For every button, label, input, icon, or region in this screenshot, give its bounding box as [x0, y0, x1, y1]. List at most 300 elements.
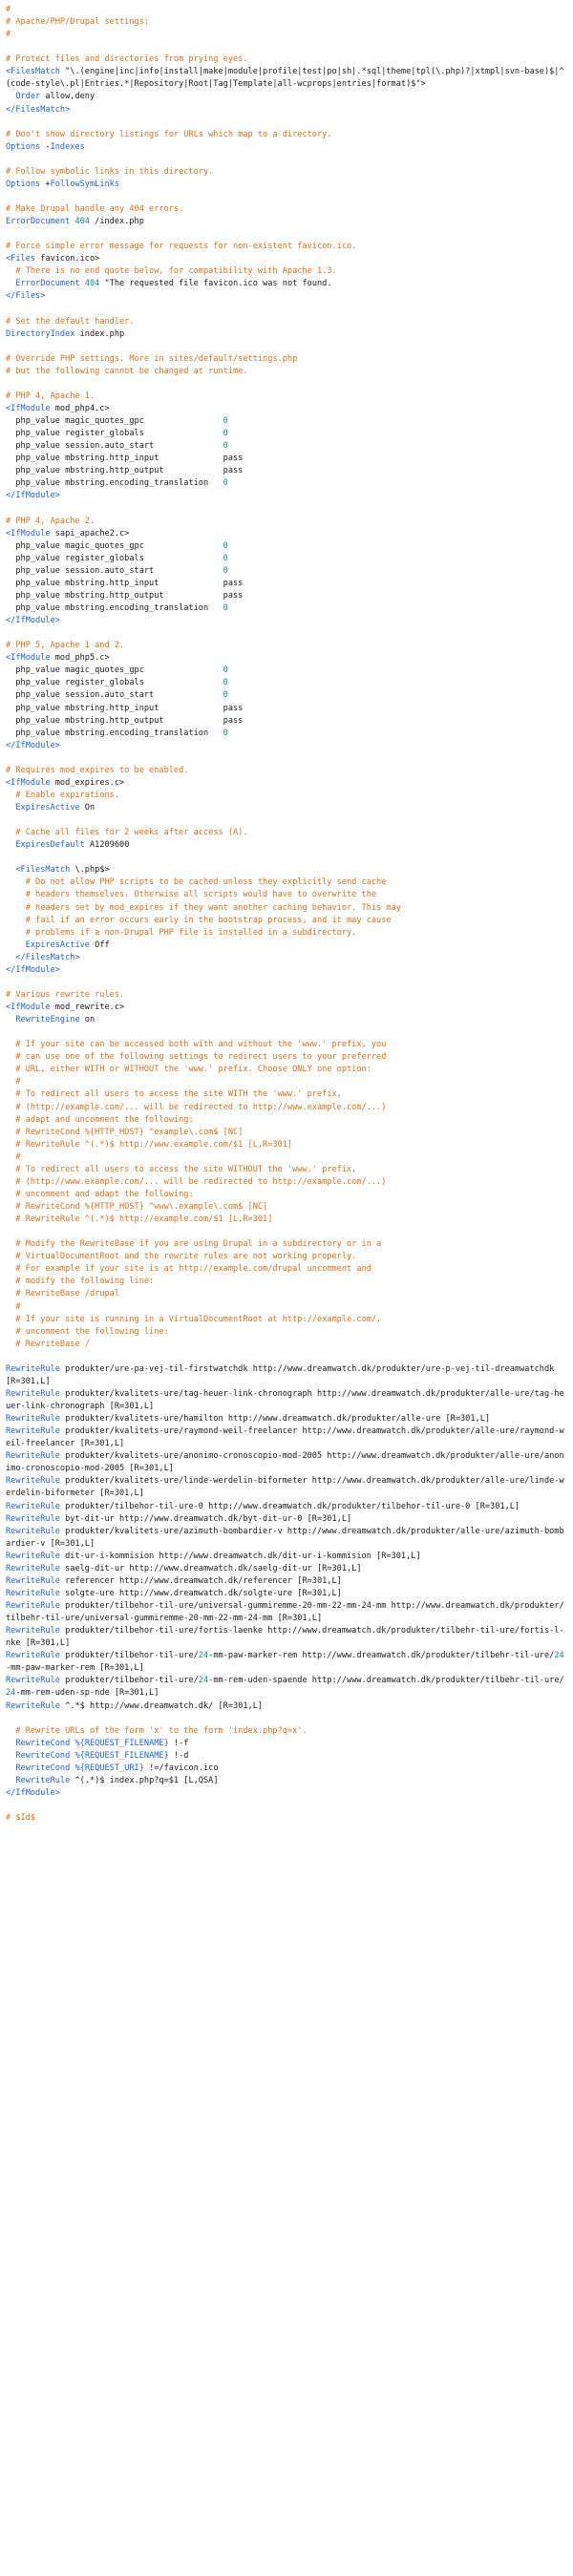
code-line: [6, 391, 567, 403]
code-line: [6, 366, 567, 378]
code-line: [6, 1189, 567, 1201]
comment-token: # For example if your site is at http://example.com/drupal uncomment and: [6, 1264, 371, 1275]
code-line: [6, 29, 567, 41]
code-line: [6, 1201, 567, 1214]
comment-token: # If your site is running in a VirtualDocumentRoot at http://example.com/,: [6, 1314, 382, 1324]
code-line: [6, 752, 567, 765]
directive-token: RewriteRule: [6, 1676, 60, 1686]
code-line: [6, 1501, 567, 1513]
comment-token: # PHP 5, Apache 1 and 2.: [6, 641, 125, 651]
code-line: [6, 453, 567, 465]
text-token: allow,deny: [40, 92, 96, 102]
text-token: php_value register_globals: [6, 429, 223, 439]
text-token: [6, 92, 15, 101]
comment-token: # Follow symbolic links in this directory.: [6, 166, 214, 177]
directive-token: Options: [6, 179, 41, 189]
code-line: [6, 304, 567, 316]
directive-token: RewriteRule: [6, 1526, 60, 1536]
text-token: [6, 840, 15, 850]
comment-token: # Cache all files for 2 weeks after access (A).: [6, 828, 248, 838]
code-line: [6, 1575, 567, 1588]
text-token: byt-dit-ur http://www.dreamwatch.dk/byt-dit-ur-0 [R=301,L]: [59, 1513, 352, 1524]
text-token: php_value mbstring.http_output pass: [6, 715, 244, 726]
code-line: [6, 191, 567, 203]
code-line: [6, 1675, 567, 1700]
code-line: [6, 516, 567, 528]
directive-token: <IfModule: [6, 1003, 51, 1012]
directive-token: FollowSymLinks: [50, 179, 120, 189]
code-line: [6, 1650, 567, 1675]
code-line: [6, 665, 567, 677]
code-line: [6, 403, 567, 415]
comment-token: #: [6, 5, 11, 14]
number-token: 0: [223, 678, 228, 688]
code-line: [6, 91, 567, 103]
code-line: [6, 290, 567, 303]
code-line: [6, 777, 567, 790]
text-token: !-d: [168, 1750, 189, 1761]
text-token: php_value session.auto_start: [6, 690, 223, 701]
text-token: ^(.*)$ index.php?q=$1 [L,QSA]: [70, 1775, 219, 1785]
code-line: [6, 116, 567, 129]
text-token: mod_php5.c>: [50, 653, 110, 664]
code-line: [6, 827, 567, 839]
code-line: [6, 852, 567, 864]
directive-token: <Files: [6, 254, 36, 264]
text-token: dit-ur-i-kommision http://www.dreamwatch.dk/dit-ur-i-kommision [R=301,L]: [59, 1551, 421, 1561]
comment-token: # To redirect all users to access the site WITHOUT the 'www.' prefix,: [6, 1164, 357, 1174]
code-line: [6, 715, 567, 728]
code-line: [6, 1563, 567, 1575]
directive-token: RewriteRule: [6, 1601, 60, 1611]
directive-token: </IfModule>: [6, 491, 60, 501]
text-token: favicon.ico>: [35, 254, 100, 264]
comment-token: # $Id$: [6, 1813, 36, 1824]
text-token: -mm-paw-marker-rem [R=301,L]: [6, 1663, 144, 1674]
directive-token: </IfModule>: [6, 1787, 60, 1798]
code-line: [6, 1301, 567, 1314]
code-line: [6, 1725, 567, 1738]
code-line: [6, 1014, 567, 1026]
code-line: [6, 1326, 567, 1339]
code-line: [6, 1039, 567, 1051]
number-token: 0: [223, 690, 228, 701]
text-token: [6, 1015, 15, 1024]
code-line: [6, 1151, 567, 1164]
directive-token: </IfModule>: [6, 740, 60, 750]
code-line: [6, 278, 567, 290]
comment-token: # Apache/PHP/Drupal settings:: [6, 17, 150, 28]
comment-token: #: [6, 1077, 21, 1087]
code-line: [6, 503, 567, 516]
comment-token: # Set the default handler.: [6, 316, 135, 327]
directive-token: %{REQUEST_URI}: [74, 1763, 144, 1773]
directive-token: RewriteRule: [6, 1651, 60, 1661]
code-line: [6, 428, 567, 440]
code-line: [6, 677, 567, 689]
text-token: !-f: [168, 1738, 189, 1748]
text-token: -mm-rem-uden-sp-nde [R=301,L]: [15, 1688, 159, 1699]
comment-token: # (http://example.com/... will be redirected to http://www.example.com/...): [6, 1102, 387, 1112]
code-line: [6, 989, 567, 1002]
directive-token: <IfModule: [6, 404, 51, 413]
code-line: [6, 728, 567, 740]
comment-token: # URL, either WITH or WITHOUT the 'www.' prefix. Choose ONLY one option:: [6, 1065, 371, 1075]
comment-token: #: [6, 1151, 21, 1162]
code-line: [6, 41, 567, 53]
code-line: [6, 166, 567, 179]
text-token: referencer http://www.dreamwatch.dk/referencer [R=301,L]: [59, 1575, 342, 1586]
directive-token: RewriteRule: [6, 1563, 60, 1573]
code-line: [6, 765, 567, 777]
code-line: [6, 940, 567, 952]
number-token: 404: [84, 279, 100, 289]
code-line: [6, 141, 567, 154]
code-line: [6, 203, 567, 216]
text-token: produkter/kvalitets-ure/azimuth-bombardier-v http://www.dreamwatch.dk/produkter/alle-ure/azimuth-bombardier-v [R=301,L]: [6, 1526, 564, 1549]
code-line: [6, 627, 567, 640]
code-line: [6, 16, 567, 29]
text-token: produkter/kvalitets-ure/raymond-weil-freelancer http://www.dreamwatch.dk/produkter/alle-ure/raymond-weil-freelancer [R=301,L]: [6, 1426, 564, 1449]
comment-token: # PHP 4, Apache 1.: [6, 391, 96, 401]
text-token: [6, 1739, 15, 1748]
text-token: php_value mbstring.encoding_translation: [6, 728, 223, 738]
code-line: [6, 378, 567, 391]
directive-token: <FilesMatch: [15, 865, 71, 876]
text-token: produkter/tilbehor-til-ure-0 http://www.dreamwatch.dk/produkter/tilbehor-til-ure-0 [R=301,L]: [59, 1501, 520, 1511]
text-token: \.php$>: [70, 865, 110, 876]
text-token: produkter/kvalitets-ure/hamilton http://www.dreamwatch.dk/produkter/alle-ure [R=301,L]: [59, 1414, 491, 1425]
code-line: [6, 1214, 567, 1226]
directive-token: RewriteRule: [6, 1451, 60, 1462]
comment-token: # adapt and uncomment the following:: [6, 1114, 194, 1125]
directive-token: Indexes: [50, 141, 85, 152]
code-line: [6, 1176, 567, 1189]
code-line: [6, 802, 567, 814]
directive-token: ExpiresActive: [25, 940, 90, 950]
comment-token: # If your site can be accessed both with and without the 'www.' prefix, you: [6, 1040, 387, 1050]
code-line: [6, 353, 567, 366]
code-line: [6, 703, 567, 715]
comment-token: # RewriteRule ^(.*)$ http://www.example.com/$1 [L,R=301]: [6, 1139, 293, 1150]
comment-token: # problems if a non-Drupal PHP file is installed in a subdirectory.: [6, 927, 357, 938]
code-line: [6, 927, 567, 940]
comment-token: # There is no end quote below, for compatibility with Apache 1.3.: [6, 266, 337, 277]
number-token: 0: [223, 540, 228, 551]
text-token: php_value register_globals: [6, 553, 223, 563]
code-line: [6, 1064, 567, 1076]
code-line: [6, 1238, 567, 1251]
text-token: [6, 1763, 15, 1773]
number-token: 0: [223, 553, 228, 563]
code-line: [6, 216, 567, 228]
text-token: on: [79, 1015, 96, 1025]
comment-token: # RewriteBase /: [6, 1339, 90, 1349]
code-line: [6, 104, 567, 116]
directive-token: Options: [6, 141, 41, 152]
text-token: sapi_apache2.c>: [50, 528, 130, 538]
text-token: -mm-rem-uden-spaende http://www.dreamwatch.dk/produkter/tilbehr-til-ure/: [208, 1676, 564, 1686]
code-line: [6, 415, 567, 428]
comment-token: # RewriteCond %{HTTP_HOST} ^www\.example\.com$ [NC]: [6, 1202, 268, 1212]
text-token: +: [40, 179, 51, 189]
directive-token: RewriteRule: [6, 1588, 60, 1598]
code-line: [6, 790, 567, 802]
directive-token: RewriteRule: [6, 1626, 60, 1636]
number-token: 0: [223, 565, 228, 576]
code-line: [6, 565, 567, 578]
code-line: [6, 964, 567, 977]
directive-token: RewriteCond: [15, 1738, 71, 1748]
code-line: [6, 876, 567, 889]
comment-token: # can use one of the following settings to redirect users to your preferred: [6, 1052, 387, 1063]
comment-token: # but the following cannot be changed at runtime.: [6, 366, 248, 376]
code-line: [6, 265, 567, 278]
code-line: [6, 952, 567, 964]
code-line: [6, 1812, 567, 1825]
code-line: [6, 1127, 567, 1139]
text-token: php_value magic_quotes_gpc: [6, 540, 223, 551]
code-line: [6, 253, 567, 265]
comment-token: # headers set by mod_expires if they want another caching behavior. This may: [6, 902, 401, 913]
comment-token: # VirtualDocumentRoot and the rewrite rules are not working properly.: [6, 1252, 357, 1262]
text-token: [6, 803, 15, 813]
code-line: [6, 490, 567, 502]
number-token: 0: [223, 728, 228, 738]
text-token: produkter/kvalitets-ure/anonimo-cronoscopio-mod-2005 http://www.dreamwatch.dk/produkter/alle-ure/anonimo-cronoscopio-mod-2005 [R=301,L]: [6, 1451, 564, 1474]
text-token: "The requested file favicon.ico was not found.: [99, 279, 332, 289]
directive-token: ExpiresActive: [15, 803, 80, 813]
number-token: 404: [74, 217, 90, 227]
code-line: [6, 1425, 567, 1450]
text-token: Off: [89, 940, 110, 950]
text-token: php_value mbstring.encoding_translation: [6, 603, 223, 613]
text-token: [6, 953, 15, 962]
directive-token: RewriteRule: [6, 1476, 60, 1487]
directive-token: RewriteEngine: [15, 1015, 80, 1025]
comment-token: # Make Drupal handle any 404 errors.: [6, 204, 184, 214]
text-token: [6, 865, 15, 875]
number-token: 24: [198, 1651, 209, 1661]
text-token: [6, 1751, 15, 1761]
code-line: [6, 689, 567, 702]
code-line: [6, 1787, 567, 1800]
code-line: [6, 66, 567, 91]
number-token: 0: [223, 478, 228, 489]
directive-token: <IfModule: [6, 653, 51, 664]
text-token: php_value session.auto_start: [6, 441, 223, 452]
directive-token: </FilesMatch>: [15, 952, 80, 962]
code-line: [6, 1076, 567, 1088]
directive-token: RewriteRule: [6, 1363, 60, 1374]
code-line: [6, 1526, 567, 1551]
text-token: php_value magic_quotes_gpc: [6, 416, 223, 427]
comment-token: # Override PHP settings. More in sites/default/settings.php: [6, 353, 298, 364]
comment-token: # Requires mod_expires to be enabled.: [6, 765, 189, 775]
directive-token: DirectoryIndex: [6, 328, 75, 339]
code-line: [6, 1276, 567, 1288]
code-line: [6, 440, 567, 453]
comment-token: # fail if an error occurs early in the bootstrap process, and it may cause: [6, 915, 392, 925]
directive-token: RewriteRule: [15, 1775, 71, 1785]
code-line: [6, 915, 567, 927]
text-token: [6, 940, 26, 950]
directive-token: RewriteCond: [15, 1750, 71, 1761]
comment-token: # RewriteBase /drupal: [6, 1289, 120, 1299]
code-line: [6, 228, 567, 241]
code-line: [6, 53, 567, 66]
code-line: [6, 1763, 567, 1775]
code-line: [6, 1251, 567, 1263]
number-token: 0: [223, 429, 228, 439]
code-line: [6, 1102, 567, 1114]
text-token: php_value mbstring.http_input pass: [6, 703, 244, 713]
code-line: [6, 839, 567, 852]
comment-token: # Protect files and directories from prying eyes.: [6, 54, 248, 65]
directive-token: RewriteRule: [6, 1501, 60, 1511]
text-token: php_value mbstring.http_input pass: [6, 454, 244, 464]
code-line: [6, 1750, 567, 1763]
text-token: php_value mbstring.http_output pass: [6, 466, 244, 476]
directive-token: ErrorDocument: [6, 217, 71, 227]
text-token: /index.php: [89, 217, 144, 227]
directive-token: </Files>: [6, 291, 46, 302]
text-token: php_value mbstring.http_output pass: [6, 590, 244, 601]
directive-token: RewriteRule: [6, 1575, 60, 1586]
directive-token: RewriteRule: [6, 1388, 60, 1399]
code-line: [6, 640, 567, 652]
code-line: [6, 889, 567, 901]
code-line: [6, 1351, 567, 1363]
code-line: [6, 1800, 567, 1812]
text-token: php_value mbstring.encoding_translation: [6, 478, 223, 489]
text-token: -: [40, 141, 51, 152]
directive-token: </IfModule>: [6, 964, 60, 975]
comment-token: # Do not allow PHP scripts to be cached unless they explicitly send cache: [6, 877, 387, 888]
text-token: A1209600: [84, 840, 130, 851]
code-line: [6, 1388, 567, 1413]
code-line: [6, 1339, 567, 1351]
code-line: [6, 1600, 567, 1625]
text-token: "\.(engine|inc|info|install|make|module|profile|test|po|sh|.*sql|theme|tpl(\.php)?|xtmpl|svn-base)$|^(code-style\.pl|Entries.*|Repository|Root|Tag|Template|all-wcprops|entries|format)$">: [6, 67, 564, 90]
code-line: [6, 1114, 567, 1127]
text-token: mod_php4.c>: [50, 404, 110, 413]
text-token: produkter/kvalitets-ure/linde-werdelin-biformeter http://www.dreamwatch.dk/produkter/alle-ure/linde-werdelin-biformeter [R=301,L]: [6, 1476, 564, 1499]
code-line: [6, 1051, 567, 1064]
directive-token: %{REQUEST_FILENAME}: [74, 1738, 169, 1748]
text-token: produkter/tilbehor-til-ure/fortis-laenke http://www.dreamwatch.dk/produkter/tilbehr-til-ure/fortis-l-nke [R=301,L]: [6, 1626, 564, 1649]
code-line: [6, 1226, 567, 1238]
text-token: [6, 279, 15, 288]
code-line: [6, 1475, 567, 1500]
number-token: 0: [223, 416, 228, 427]
comment-token: #: [6, 30, 11, 40]
code-line: [6, 528, 567, 540]
directive-token: <IfModule: [6, 777, 51, 788]
directive-token: </FilesMatch>: [6, 104, 71, 115]
code-line: [6, 341, 567, 353]
text-token: php_value mbstring.http_input pass: [6, 578, 244, 588]
comment-token: # PHP 4, Apache 2.: [6, 516, 96, 526]
code-line: [6, 864, 567, 876]
code-line: [6, 316, 567, 328]
code-line: [6, 129, 567, 141]
code-line: [6, 1139, 567, 1151]
comment-token: # Enable expirations.: [6, 790, 120, 800]
text-token: produkter/tilbehor-til-ure/: [59, 1651, 199, 1661]
text-token: produkter/tilbehor-til-ure/: [59, 1676, 199, 1686]
directive-token: %{REQUEST_FILENAME}: [74, 1750, 169, 1761]
directive-token: <FilesMatch: [6, 67, 60, 77]
code-line: [6, 154, 567, 166]
text-token: [6, 1776, 15, 1785]
comment-token: # To redirect all users to access the site WITH the 'www.' prefix,: [6, 1089, 342, 1100]
code-line: [6, 1263, 567, 1276]
comment-token: # modify the following line:: [6, 1277, 155, 1287]
text-token: -mm-paw-marker-rem http://www.dreamwatch.dk/produkter/tilbehr-til-ure/: [208, 1651, 555, 1661]
comment-token: # RewriteCond %{HTTP_HOST} ^example\.com$ [NC]: [6, 1127, 244, 1137]
code-line: [6, 652, 567, 665]
code-line: [6, 615, 567, 627]
code-line: [6, 1588, 567, 1600]
code-line: [6, 1775, 567, 1787]
comment-token: #: [6, 1301, 21, 1312]
directive-token: </IfModule>: [6, 616, 60, 626]
code-line: [6, 1450, 567, 1475]
text-token: solgte-ure http://www.dreamwatch.dk/solgte-ure [R=301,L]: [59, 1588, 342, 1598]
code-line: [6, 328, 567, 341]
code-line: [6, 1288, 567, 1300]
directive-token: RewriteRule: [6, 1700, 60, 1711]
code-line: [6, 578, 567, 590]
code-line: [6, 1738, 567, 1750]
directive-token: RewriteRule: [6, 1426, 60, 1437]
comment-token: # Don't show directory listings for URLs which map to a directory.: [6, 129, 332, 139]
directive-token: RewriteCond: [15, 1763, 71, 1773]
code-line: [6, 1088, 567, 1101]
code-line: [6, 179, 567, 191]
comment-token: # Modify the RewriteBase if you are using Drupal in a subdirectory or in a: [6, 1239, 382, 1250]
code-line: [6, 465, 567, 477]
code-line: [6, 1363, 567, 1388]
text-token: !=/favicon.ico: [143, 1763, 219, 1773]
directive-token: RewriteRule: [6, 1414, 60, 1425]
code-line: [6, 553, 567, 565]
code-line: [6, 1513, 567, 1526]
text-token: On: [79, 803, 96, 813]
code-line: [6, 241, 567, 253]
directive-token: ExpiresDefault: [15, 840, 85, 851]
text-token: mod_expires.c>: [50, 777, 125, 788]
text-token: php_value register_globals: [6, 678, 223, 688]
comment-token: # Various rewrite rules.: [6, 989, 125, 1000]
text-token: mod_rewrite.c>: [50, 1003, 125, 1012]
text-token: index.php: [74, 328, 125, 339]
comment-token: # Force simple error message for requests for non-existent favicon.ico.: [6, 242, 357, 252]
code-line: [6, 902, 567, 915]
directive-token: RewriteRule: [6, 1513, 60, 1524]
code-line: [6, 740, 567, 752]
code-line: [6, 1314, 567, 1326]
comment-token: # headers themselves. Otherwise all scripts would have to overwrite the: [6, 890, 377, 900]
directive-token: <IfModule: [6, 528, 51, 538]
text-token: php_value session.auto_start: [6, 565, 223, 576]
text-token: php_value magic_quotes_gpc: [6, 665, 223, 676]
directive-token: Order: [15, 92, 41, 102]
comment-token: # Rewrite URLs of the form 'x' to the form 'index.php?q=x'.: [6, 1725, 308, 1736]
number-token: 0: [223, 441, 228, 452]
number-token: 24: [6, 1688, 16, 1699]
